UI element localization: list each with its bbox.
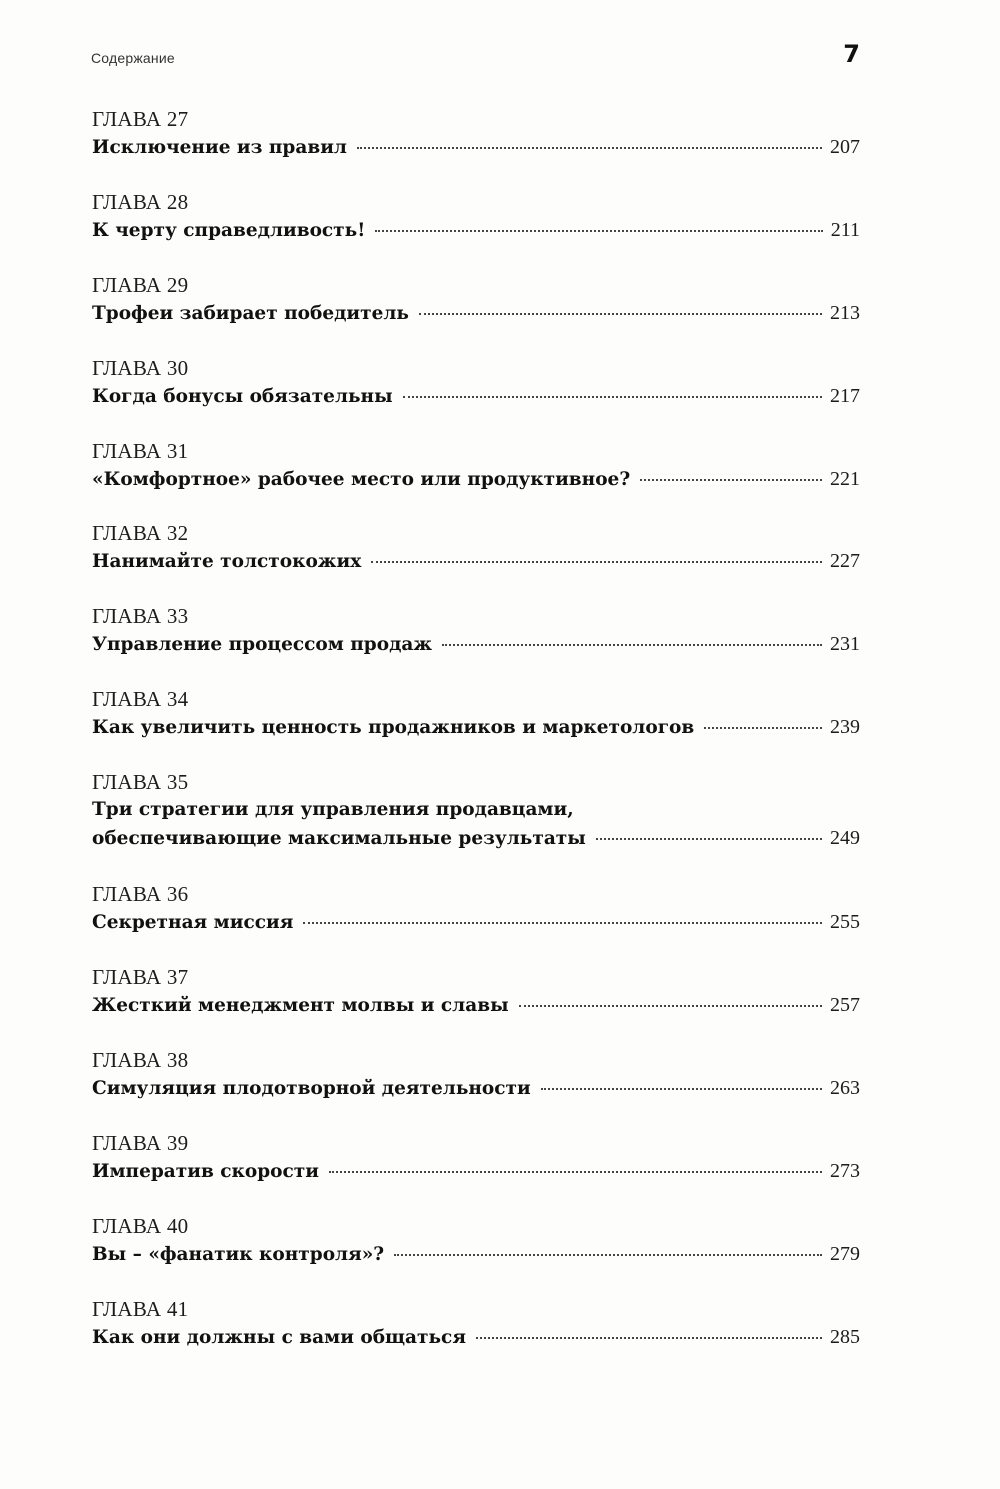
- chapter-title: Вы – «фанатик контроля»?: [92, 1243, 385, 1265]
- dot-leader: [403, 396, 822, 398]
- table-of-contents: [92, 106, 860, 1378]
- chapter-title: Исключение из правил: [92, 137, 347, 158]
- page-ref: 263: [830, 1076, 860, 1099]
- running-head: Содержание: [91, 50, 175, 66]
- toc-entry: [92, 106, 860, 189]
- toc-entry: [92, 686, 860, 769]
- page-ref: 239: [830, 716, 860, 739]
- chapter-title: Секретная миссия: [92, 912, 294, 934]
- chapter-title: К черту справедливость!: [92, 219, 366, 241]
- dot-leader: [442, 644, 822, 646]
- chapter-title: Управление процессом продаж: [92, 634, 433, 656]
- page-number: 7: [843, 40, 860, 68]
- chapter-label: ГЛАВА 34: [92, 687, 189, 712]
- toc-entry: [92, 603, 860, 686]
- chapter-title-row: [92, 1323, 860, 1352]
- chapter-title-row: [92, 382, 860, 411]
- chapter-title-row: [92, 1240, 860, 1269]
- page-ref: 279: [830, 1242, 860, 1265]
- dot-leader: [704, 727, 822, 729]
- chapter-title-line: Три стратегии для управления продавцами,: [92, 799, 574, 821]
- chapter-label: ГЛАВА 36: [92, 882, 189, 907]
- chapter-title: Симуляция плодотворной деятельности: [92, 1077, 531, 1099]
- page-ref: 207: [830, 136, 860, 158]
- chapter-title: «Комфортное» рабочее место или продуктивное?: [92, 468, 631, 490]
- dot-leader: [640, 479, 822, 481]
- toc-entry: [92, 355, 860, 438]
- chapter-title-row: [92, 1157, 860, 1186]
- dot-leader: [375, 230, 822, 232]
- chapter-label: ГЛАВА 29: [92, 272, 189, 297]
- chapter-title-row: [92, 465, 860, 494]
- chapter-label: ГЛАВА 35: [92, 770, 189, 795]
- chapter-title-row: [92, 908, 860, 937]
- dot-leader: [419, 313, 822, 315]
- page-ref: 227: [830, 550, 860, 573]
- chapter-title: Как увеличить ценность продажников и маркетологов: [92, 717, 695, 739]
- chapter-title: Жесткий менеджмент молвы и славы: [92, 995, 509, 1017]
- dot-leader: [541, 1088, 822, 1090]
- chapter-title-row: [92, 713, 860, 742]
- page-ref: 217: [830, 384, 860, 407]
- chapter-label: ГЛАВА 41: [92, 1296, 189, 1321]
- chapter-label: ГЛАВА 31: [92, 438, 189, 463]
- toc-entry: [92, 1213, 860, 1296]
- page-ref: 255: [830, 911, 860, 934]
- dot-leader: [519, 1005, 822, 1007]
- chapter-title: Трофеи забирает победитель: [92, 302, 409, 324]
- page-ref: 273: [830, 1159, 860, 1182]
- toc-entry: [92, 1130, 860, 1213]
- dot-leader: [357, 147, 822, 149]
- chapter-title-row: [92, 630, 860, 659]
- dot-leader: [394, 1254, 822, 1256]
- toc-entry: [92, 769, 860, 881]
- chapter-label: ГЛАВА 33: [92, 604, 189, 629]
- chapter-title: Императив скорости: [92, 1160, 319, 1182]
- toc-entry: [92, 881, 860, 964]
- page-ref: 231: [830, 633, 860, 656]
- dot-leader: [476, 1337, 822, 1339]
- page-ref: 213: [830, 301, 860, 324]
- chapter-title: Как они должны с вами общаться: [92, 1326, 466, 1348]
- toc-entry: [92, 272, 860, 355]
- page-ref: 221: [830, 467, 860, 490]
- chapter-title-row: [92, 1074, 860, 1103]
- chapter-label: ГЛАВА 39: [92, 1130, 189, 1155]
- chapter-title-row: [92, 133, 860, 162]
- chapter-title-row: [92, 547, 860, 576]
- toc-entry: [92, 189, 860, 272]
- page-ref: 285: [830, 1325, 860, 1348]
- dot-leader: [329, 1171, 822, 1173]
- chapter-label: ГЛАВА 40: [92, 1213, 189, 1238]
- toc-entry: [92, 438, 860, 521]
- chapter-title-row: [92, 824, 860, 853]
- page-ref: 249: [830, 827, 860, 850]
- toc-entry: [92, 520, 860, 603]
- toc-entry: [92, 964, 860, 1047]
- chapter-title-row: [92, 216, 860, 245]
- toc-entry: [92, 1047, 860, 1130]
- chapter-label: ГЛАВА 30: [92, 355, 189, 380]
- chapter-title-row: [92, 299, 860, 328]
- page-ref: 257: [830, 994, 860, 1017]
- toc-entry: [92, 1296, 860, 1379]
- chapter-title: Когда бонусы обязательны: [92, 385, 393, 407]
- dot-leader: [596, 838, 822, 840]
- chapter-title: обеспечивающие максимальные результаты: [92, 828, 586, 850]
- chapter-label: ГЛАВА 38: [92, 1047, 189, 1072]
- chapter-label: ГЛАВА 32: [92, 521, 189, 546]
- chapter-label: ГЛАВА 37: [92, 965, 189, 990]
- chapter-label: ГЛАВА 27: [92, 107, 189, 131]
- chapter-title-row: [92, 991, 860, 1020]
- dot-leader: [303, 922, 822, 924]
- chapter-label: ГЛАВА 28: [92, 189, 189, 214]
- dot-leader: [371, 561, 822, 563]
- page-header: [0, 0, 1000, 90]
- page-ref: 211: [830, 218, 860, 241]
- chapter-title: Нанимайте толстокожих: [92, 551, 362, 573]
